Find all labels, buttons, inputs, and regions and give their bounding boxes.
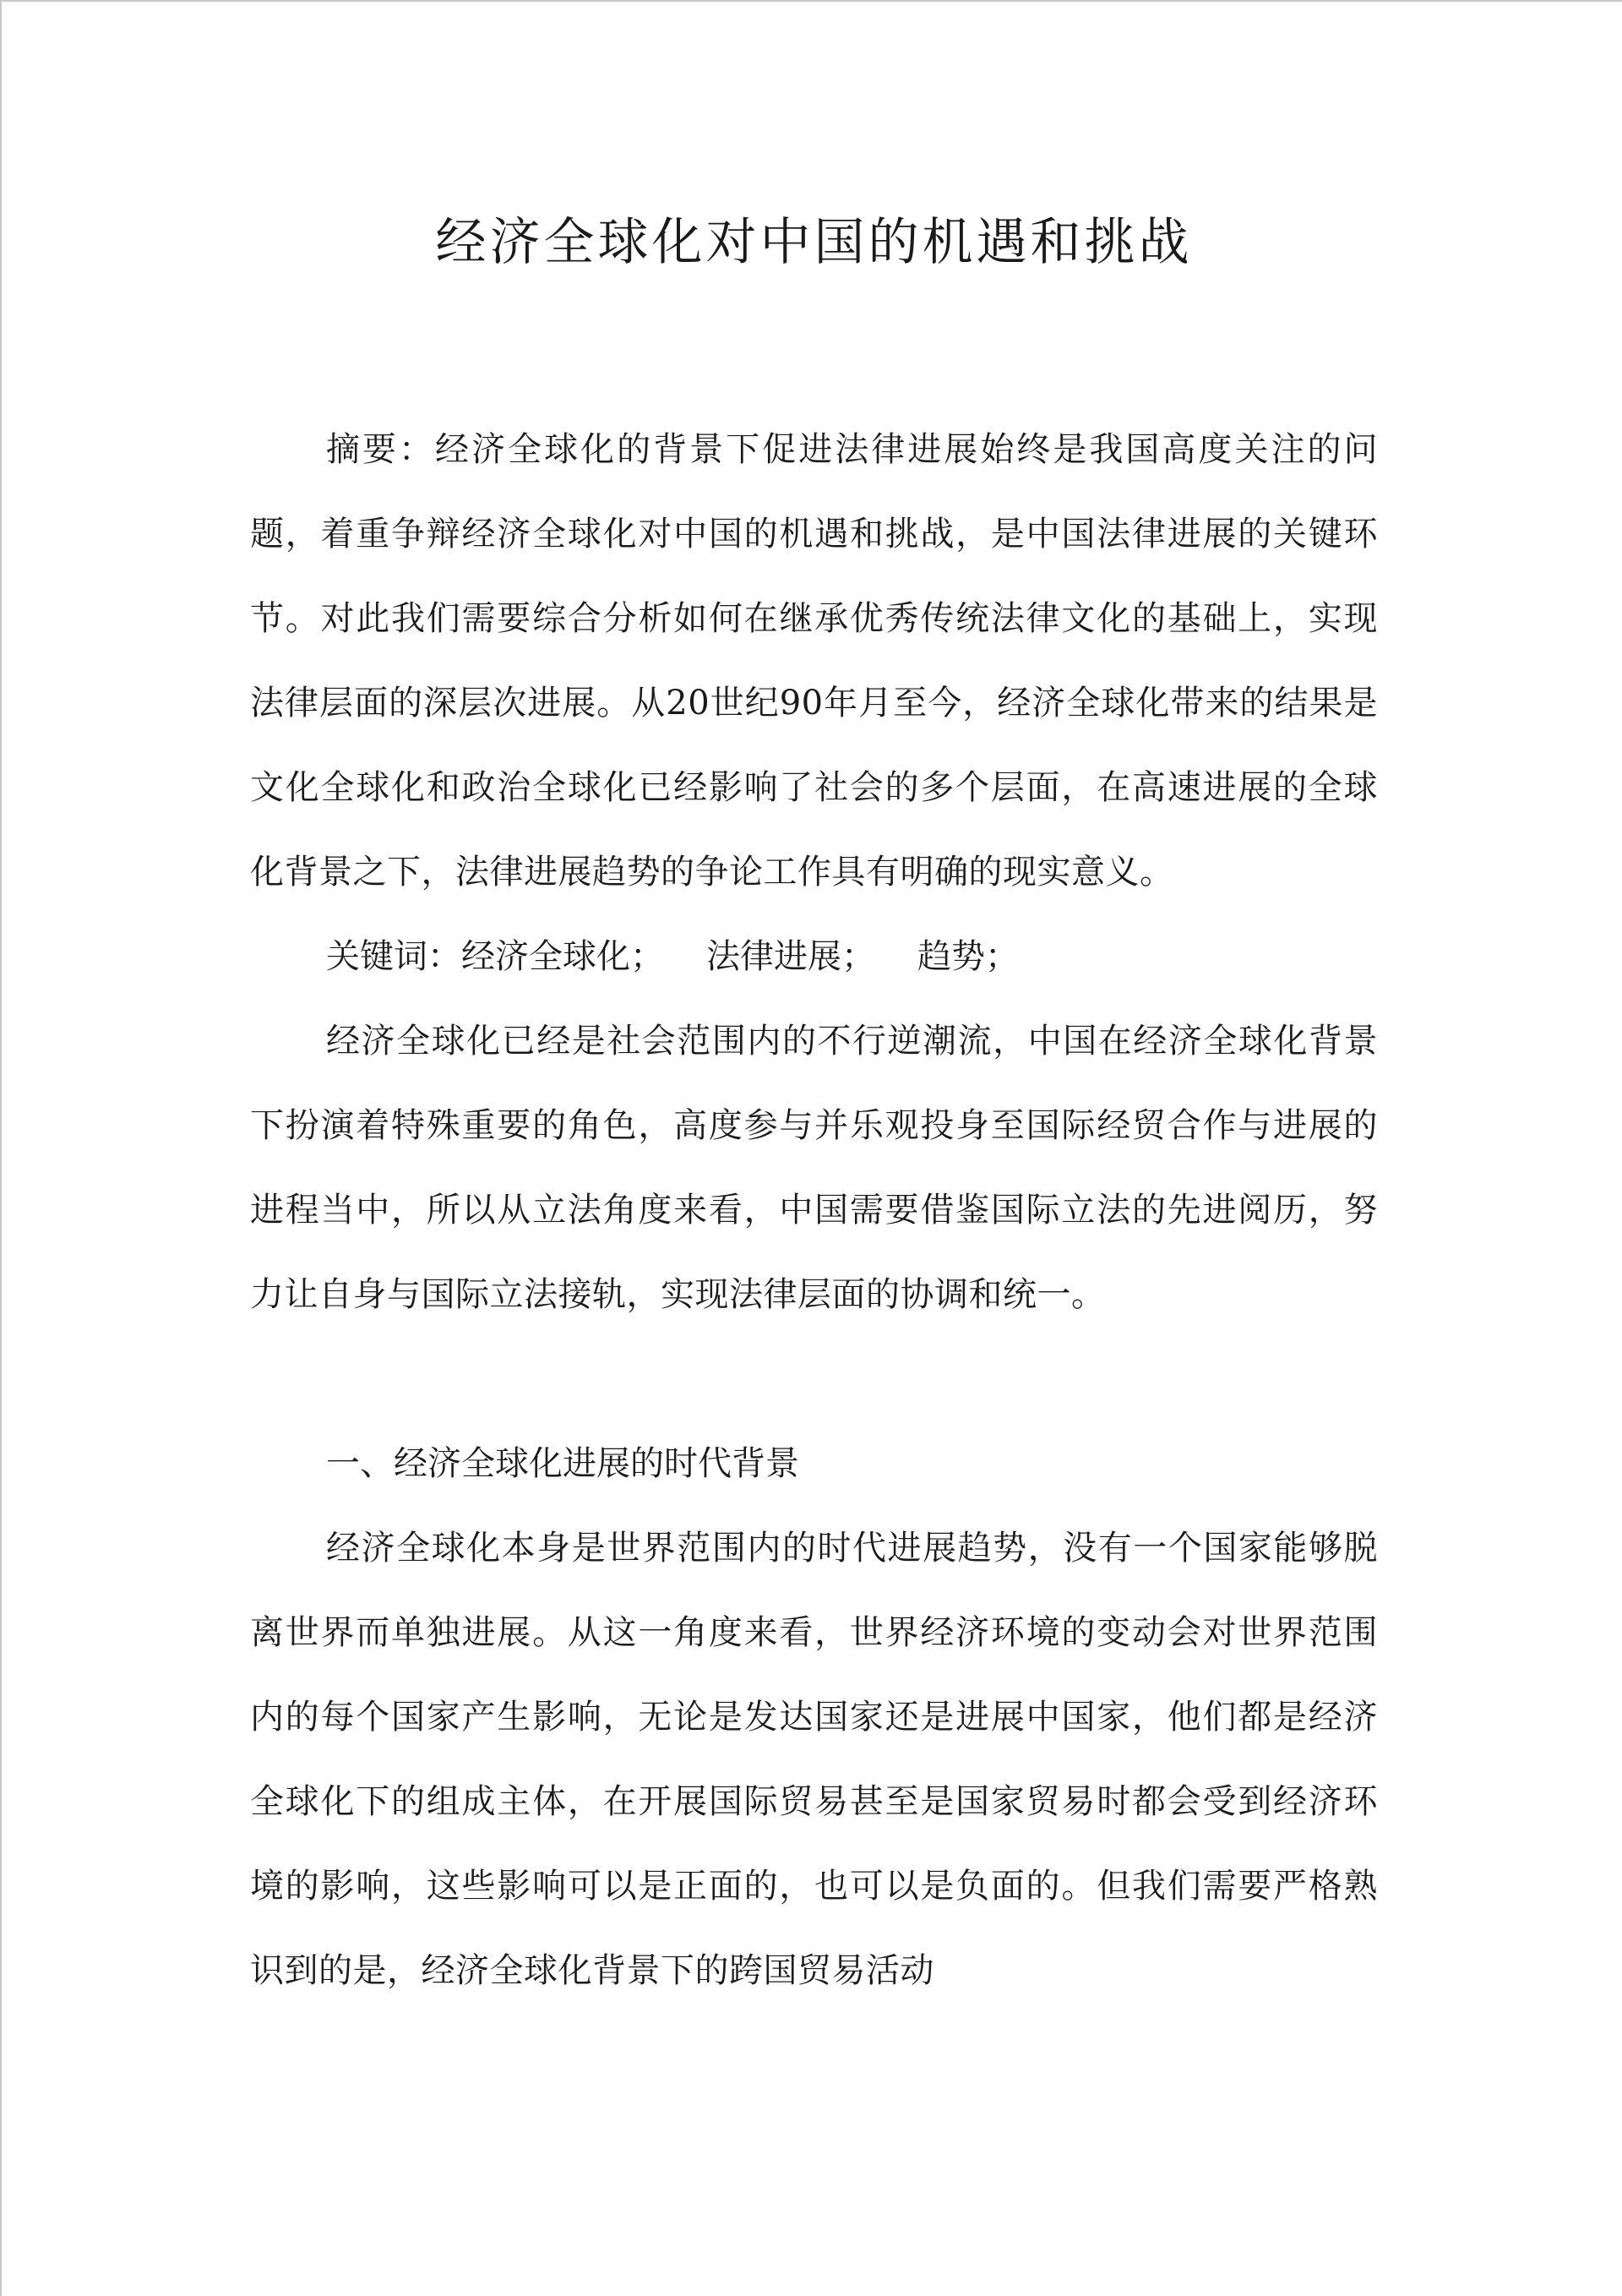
abstract-paragraph: 摘要：经济全球化的背景下促进法律进展始终是我国高度关注的问题，着重争辩经济全球化对中国的机遇和挑战，是中国法律进展的关键环节。对此我们需要综合分析如何在继承优秀传统法律文化的基础上，实现法律层面的深层次进展。从20世纪90年月至今，经济全球化带来的结果是文化全球化和政治全球化已经影响了社会的多个层面，在高速进展的全球化背景之下，法律进展趋势的争论工作具有明确的现实意义。 [250,430,1378,892]
keywords-line [250,914,1378,999]
section-1-paragraph: 经济全球化本身是世界范围内的时代进展趋势，没有一个国家能够脱离世界而单独进展。从这一角度来看，世界经济环境的变动会对世界范围内的每个国家产生影响，无论是发达国家还是进展中国家，他们都是经济全球化下的组成主体，在开展国际贸易甚至是国家贸易时都会受到经济环境的影响，这些影响可以是正面的，也可以是负面的。但我们需要严格熟识到的是，经济全球化背景下的跨国贸易活动 [250,1529,1378,1990]
keyword-3: 趋势； [917,937,1019,976]
document-body [250,205,1378,2013]
keywords-label: 关键词： [326,937,461,976]
section-1-heading: 一、经济全球化进展的时代背景 [326,1444,799,1483]
keyword-1: 经济全球化； [461,937,664,976]
intro-paragraph: 经济全球化已经是社会范围内的不行逆潮流，中国在经济全球化背景下扮演着特殊重要的角色，高度参与并乐观投身至国际经贸合作与进展的进程当中，所以从立法角度来看，中国需要借鉴国际立法的先进阅历，努力让自身与国际立法接轨，实现法律层面的协调和统一。 [250,1022,1378,1314]
document-title: 经济全球化对中国的机遇和挑战 [435,213,1193,272]
keyword-2: 法律进展； [706,937,875,976]
